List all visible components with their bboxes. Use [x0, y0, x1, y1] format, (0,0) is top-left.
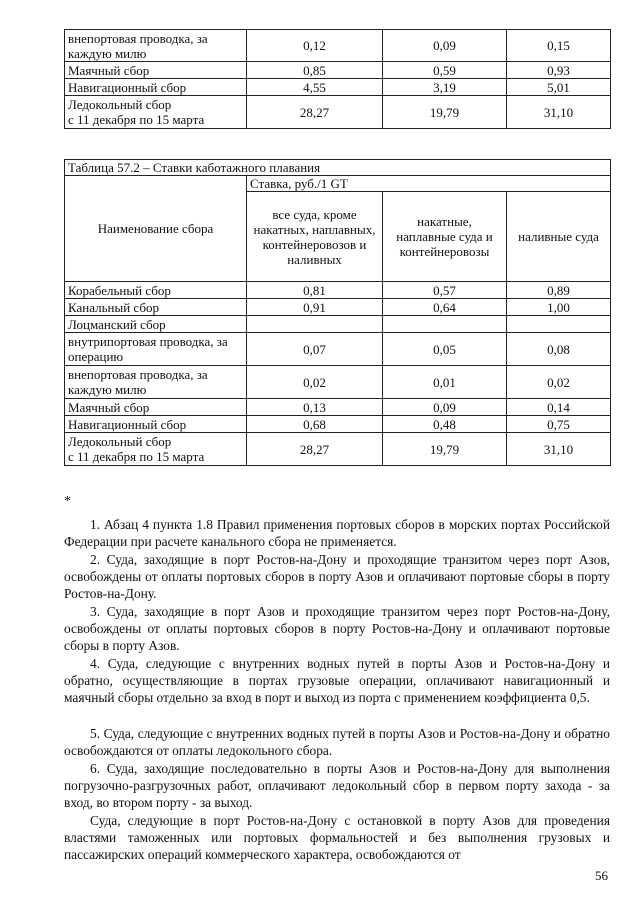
table-row — [65, 433, 611, 466]
column-header: накатные, наплавные суда и контейнеровозы — [383, 192, 507, 282]
note-paragraph: 4. Суда, следующие с внутренних водных путей в порты Азов и Ростов-на-Дону и обратно, осуществляющие в портах грузовые операции, оплачивают навигационный и маячный сборы отдельно за вход в порт и выход из порта с применением коэффициента 0,5. — [64, 656, 610, 705]
rate-value: 3,19 — [383, 79, 507, 96]
rate-value: 0,05 — [383, 333, 507, 366]
note-paragraph: 1. Абзац 4 пункта 1.8 Правил применения портовых сборов в морских портах Российской Федерации при расчете канального сбора не применяется. — [64, 517, 610, 549]
table-row — [65, 96, 611, 129]
rate-value: 0,02 — [247, 366, 383, 399]
fee-name: внепортовая проводка, за каждую милю — [65, 30, 247, 62]
fee-name: Маячный сбор — [65, 399, 247, 416]
rate-value: 0,14 — [507, 399, 611, 416]
fee-name: Корабельный сбор — [65, 282, 247, 299]
rate-value: 0,85 — [247, 62, 383, 79]
rate-value: 0,68 — [247, 416, 383, 433]
rate-value: 0,12 — [247, 30, 383, 62]
table-row — [65, 399, 611, 416]
rate-value: 0,07 — [247, 333, 383, 366]
rate-value: 0,48 — [383, 416, 507, 433]
note-paragraph: 2. Суда, заходящие в порт Ростов-на-Дону и проходящие транзитом через порт Азов, освобождены от оплаты портовых сборов в порту Азов и оплачивают портовые сборы в порту Ростов-на-Дону. — [64, 552, 610, 601]
fee-name: внутрипортовая проводка, за операцию — [65, 333, 247, 366]
column-header: наливные суда — [507, 192, 611, 282]
fee-name-header: Наименование сбора — [65, 176, 247, 282]
rate-value: 0,02 — [507, 366, 611, 399]
rate-value: 19,79 — [383, 433, 507, 466]
rate-header: Ставка, руб./1 GT — [247, 176, 611, 192]
rate-value — [247, 316, 383, 333]
rate-value: 5,01 — [507, 79, 611, 96]
rate-value: 0,08 — [507, 333, 611, 366]
fee-name: Канальный сбор — [65, 299, 247, 316]
rate-value: 0,89 — [507, 282, 611, 299]
rate-value: 31,10 — [507, 433, 611, 466]
rate-value: 0,57 — [383, 282, 507, 299]
table-row — [65, 316, 611, 333]
rate-value: 0,09 — [383, 30, 507, 62]
fee-name: Навигационный сбор — [65, 416, 247, 433]
table-caption: Таблица 57.2 – Ставки каботажного плавания — [65, 160, 611, 176]
rate-value: 0,91 — [247, 299, 383, 316]
table-row — [65, 30, 611, 62]
column-header: все суда, кроме накатных, наплавных, контейнеровозов и наливных — [247, 192, 383, 282]
note-paragraph: 6. Суда, заходящие последовательно в порты Азов и Ростов-на-Дону для выполнения погрузочно-разгрузочных работ, оплачивают ледокольный сбор в первом порту захода - за вход, во втором порту - за выход. — [64, 761, 610, 810]
rate-value: 0,15 — [507, 30, 611, 62]
rates-table-continued — [64, 29, 611, 129]
rate-value: 1,00 — [507, 299, 611, 316]
rate-value: 0,64 — [383, 299, 507, 316]
rate-value: 28,27 — [247, 433, 383, 466]
rate-value: 4,55 — [247, 79, 383, 96]
rate-value: 31,10 — [507, 96, 611, 129]
table-row — [65, 79, 611, 96]
fee-name: внепортовая проводка, за каждую милю — [65, 366, 247, 399]
fee-name: Ледокольный сбор с 11 декабря по 15 марта — [65, 96, 247, 129]
rate-value: 0,59 — [383, 62, 507, 79]
fee-name: Навигационный сбор — [65, 79, 247, 96]
footnote-marker: * — [64, 494, 71, 509]
rate-value: 0,01 — [383, 366, 507, 399]
fee-name: Ледокольный сбор с 11 декабря по 15 марта — [65, 433, 247, 466]
rate-value: 0,75 — [507, 416, 611, 433]
fee-name: Маячный сбор — [65, 62, 247, 79]
rate-value: 0,09 — [383, 399, 507, 416]
rate-value — [383, 316, 507, 333]
rate-value: 28,27 — [247, 96, 383, 129]
fee-name: Лоцманский сбор — [65, 316, 247, 333]
rate-value: 0,13 — [247, 399, 383, 416]
rate-value: 19,79 — [383, 96, 507, 129]
rate-value: 0,81 — [247, 282, 383, 299]
table-row — [65, 333, 611, 366]
note-paragraph: Суда, следующие в порт Ростов-на-Дону с остановкой в порту Азов для проведения властями таможенных или портовых формальностей и без выполнения грузовых и пассажирских операций коммерческого характера, освобождаются от — [64, 813, 610, 862]
page-number: 56 — [595, 868, 608, 883]
table-row — [65, 299, 611, 316]
rate-value — [507, 316, 611, 333]
note-paragraph: 3. Суда, заходящие в порт Азов и проходящие транзитом через порт Ростов-на-Дону, освобождены от оплаты портовых сборов в порту Ростов-на-Дону и оплачивают портовые сборы в порту Азов. — [64, 604, 610, 653]
cabotage-rates-table — [64, 159, 611, 466]
table-row — [65, 62, 611, 79]
rate-value: 0,93 — [507, 62, 611, 79]
table-row — [65, 282, 611, 299]
note-paragraph: 5. Суда, следующие с внутренних водных путей в порты Азов и Ростов-на-Дону и обратно освобождаются от оплаты ледокольного сбора. — [64, 726, 610, 758]
table-row — [65, 416, 611, 433]
table-row — [65, 366, 611, 399]
